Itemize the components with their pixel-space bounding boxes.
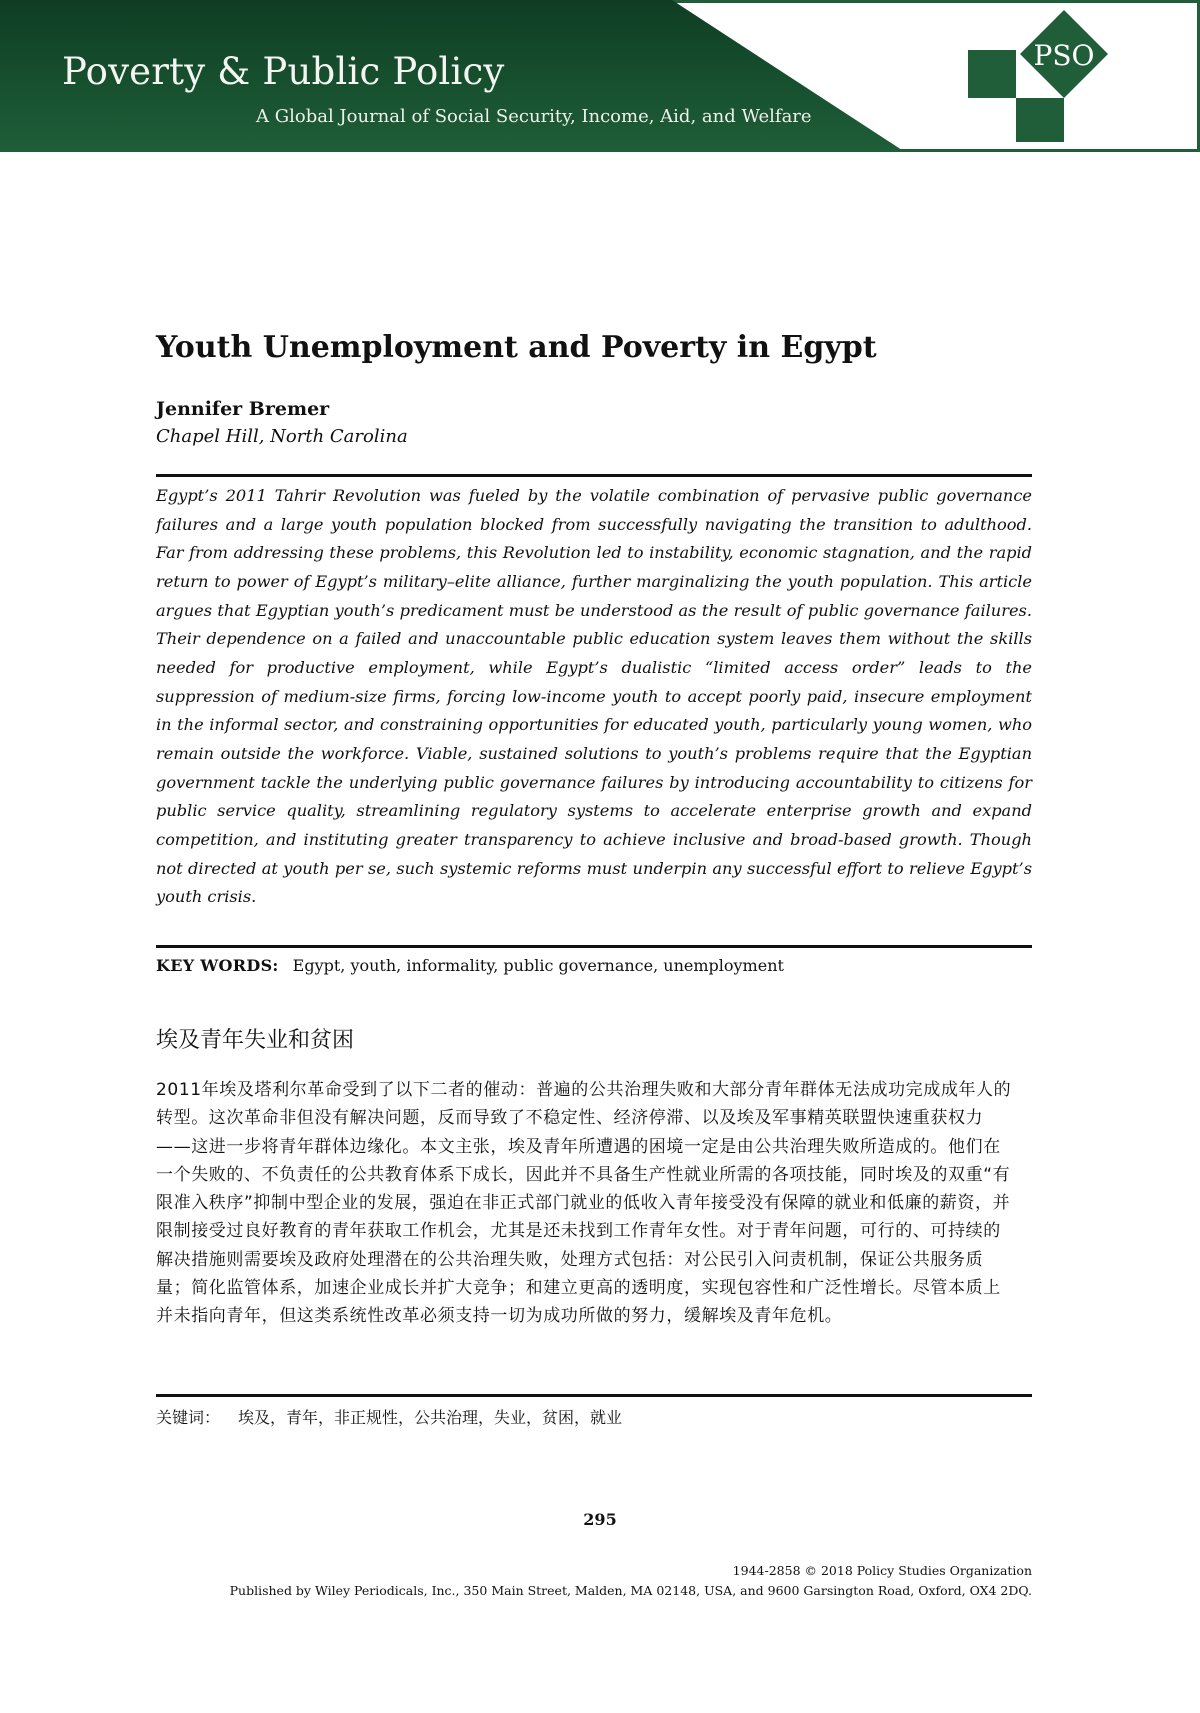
author-affiliation: Chapel Hill, North Carolina [156, 426, 408, 447]
chinese-keywords [156, 1405, 622, 1428]
journal-subtitle: A Global Journal of Social Security, Income, Aid, and Welfare [256, 106, 812, 127]
publisher-footer [230, 1561, 1032, 1601]
chinese-title: 埃及青年失业和贫困 [156, 1028, 355, 1053]
publisher-address-line: Published by Wiley Periodicals, Inc., 350 Main Street, Malden, MA 02148, USA, and 9600 Garsington Road, Oxford, OX4 2DQ. [229, 1583, 1032, 1598]
chinese-abstract: 2011年埃及塔利尔革命受到了以下二者的催动：普遍的公共治理失败和大部分青年群体无法成功完成成年人的转型。这次革命非但没有解决问题，反而导致了不稳定性、经济停滞、以及埃及军事精英联盟快速重获权力——这进一步将青年群体边缘化。本文主张，埃及青年所遭遇的困境一定是由公共治理失败所造成的。他们在一个失败的、不负责任的公共教育体系下成长，因此并不具备生产性就业所需的各项技能，同时埃及的双重“有限准入秩序”抑制中型企业的发展，强迫在非正式部门就业的低收入青年接受没有保障的就业和低廉的薪资，并限制接受过良好教育的青年获取工作机会，尤其是还未找到工作青年女性。对于青年问题，可行的、可持续的解决措施则需要埃及政府处理潜在的公共治理失败，处理方式包括：对公民引入问责机制，保证公共服务质量；简化监管体系，加速企业成长并扩大竞争；和建立更高的透明度，实现包容性和广泛性增长。尽管本质上并未指向青年，但这类系统性改革必须支持一切为成功所做的努力，缓解埃及青年危机。 [156, 1080, 1012, 1327]
english-abstract: Egypt’s 2011 Tahrir Revolution was fueled by the volatile combination of pervasive public governance failures and a large youth population blocked from successfully navigating the transition to adulthood. Far from addressing these problems, this Revolution led to instability, economic stagnation, and the rapid return to power of Egypt’s military–elite alliance, further marginalizing the youth population. This article argues that Egyptian youth’s predicament must be understood as the result of public governance failures. Their dependence on a failed and unaccountable public education system leaves them without the skills needed for productive employment, while Egypt’s dualistic “limited access order” leads to the suppression of medium-size firms, forcing low-income youth to accept poorly paid, insecure employment in the informal sector, and constraining opportunities for educated youth, particularly young women, who remain outside the workforce. Viable, sustained solutions to youth’s problems require that the Egyptian government tackle the underlying public governance failures by introducing accountability to citizens for public service quality, streamlining regulatory systems to accelerate enterprise growth and expand competition, and instituting greater transparency to achieve inclusive and broad-based growth. Though not directed at youth per se, such systemic reforms must underpin any successful effort to relieve Egypt’s youth crisis. [156, 486, 1032, 907]
keywords-list: Egypt, youth, informality, public governance, unemployment [292, 956, 784, 975]
pso-logo-icon [968, 8, 1118, 144]
chinese-keywords-label: 关键词： [156, 1408, 221, 1427]
issn-copyright-line: 1944-2858 © 2018 Policy Studies Organization [732, 1563, 1032, 1578]
keywords-label: KEY WORDS: [156, 956, 279, 975]
chinese-keywords-list: 埃及，青年，非正规性，公共治理，失业，贫困，就业 [238, 1408, 623, 1427]
journal-title: Poverty & Public Policy [62, 50, 505, 93]
abstract-bottom-rule [156, 945, 1032, 948]
author-name: Jennifer Bremer [156, 398, 330, 420]
journal-banner [0, 0, 1200, 152]
logo-text: PSO [1033, 39, 1095, 72]
article-title: Youth Unemployment and Poverty in Egypt [156, 330, 877, 365]
abstract-top-rule [156, 474, 1032, 477]
chinese-abstract-rule [156, 1394, 1032, 1397]
english-keywords [156, 956, 784, 975]
page-number: 295 [583, 1510, 617, 1529]
